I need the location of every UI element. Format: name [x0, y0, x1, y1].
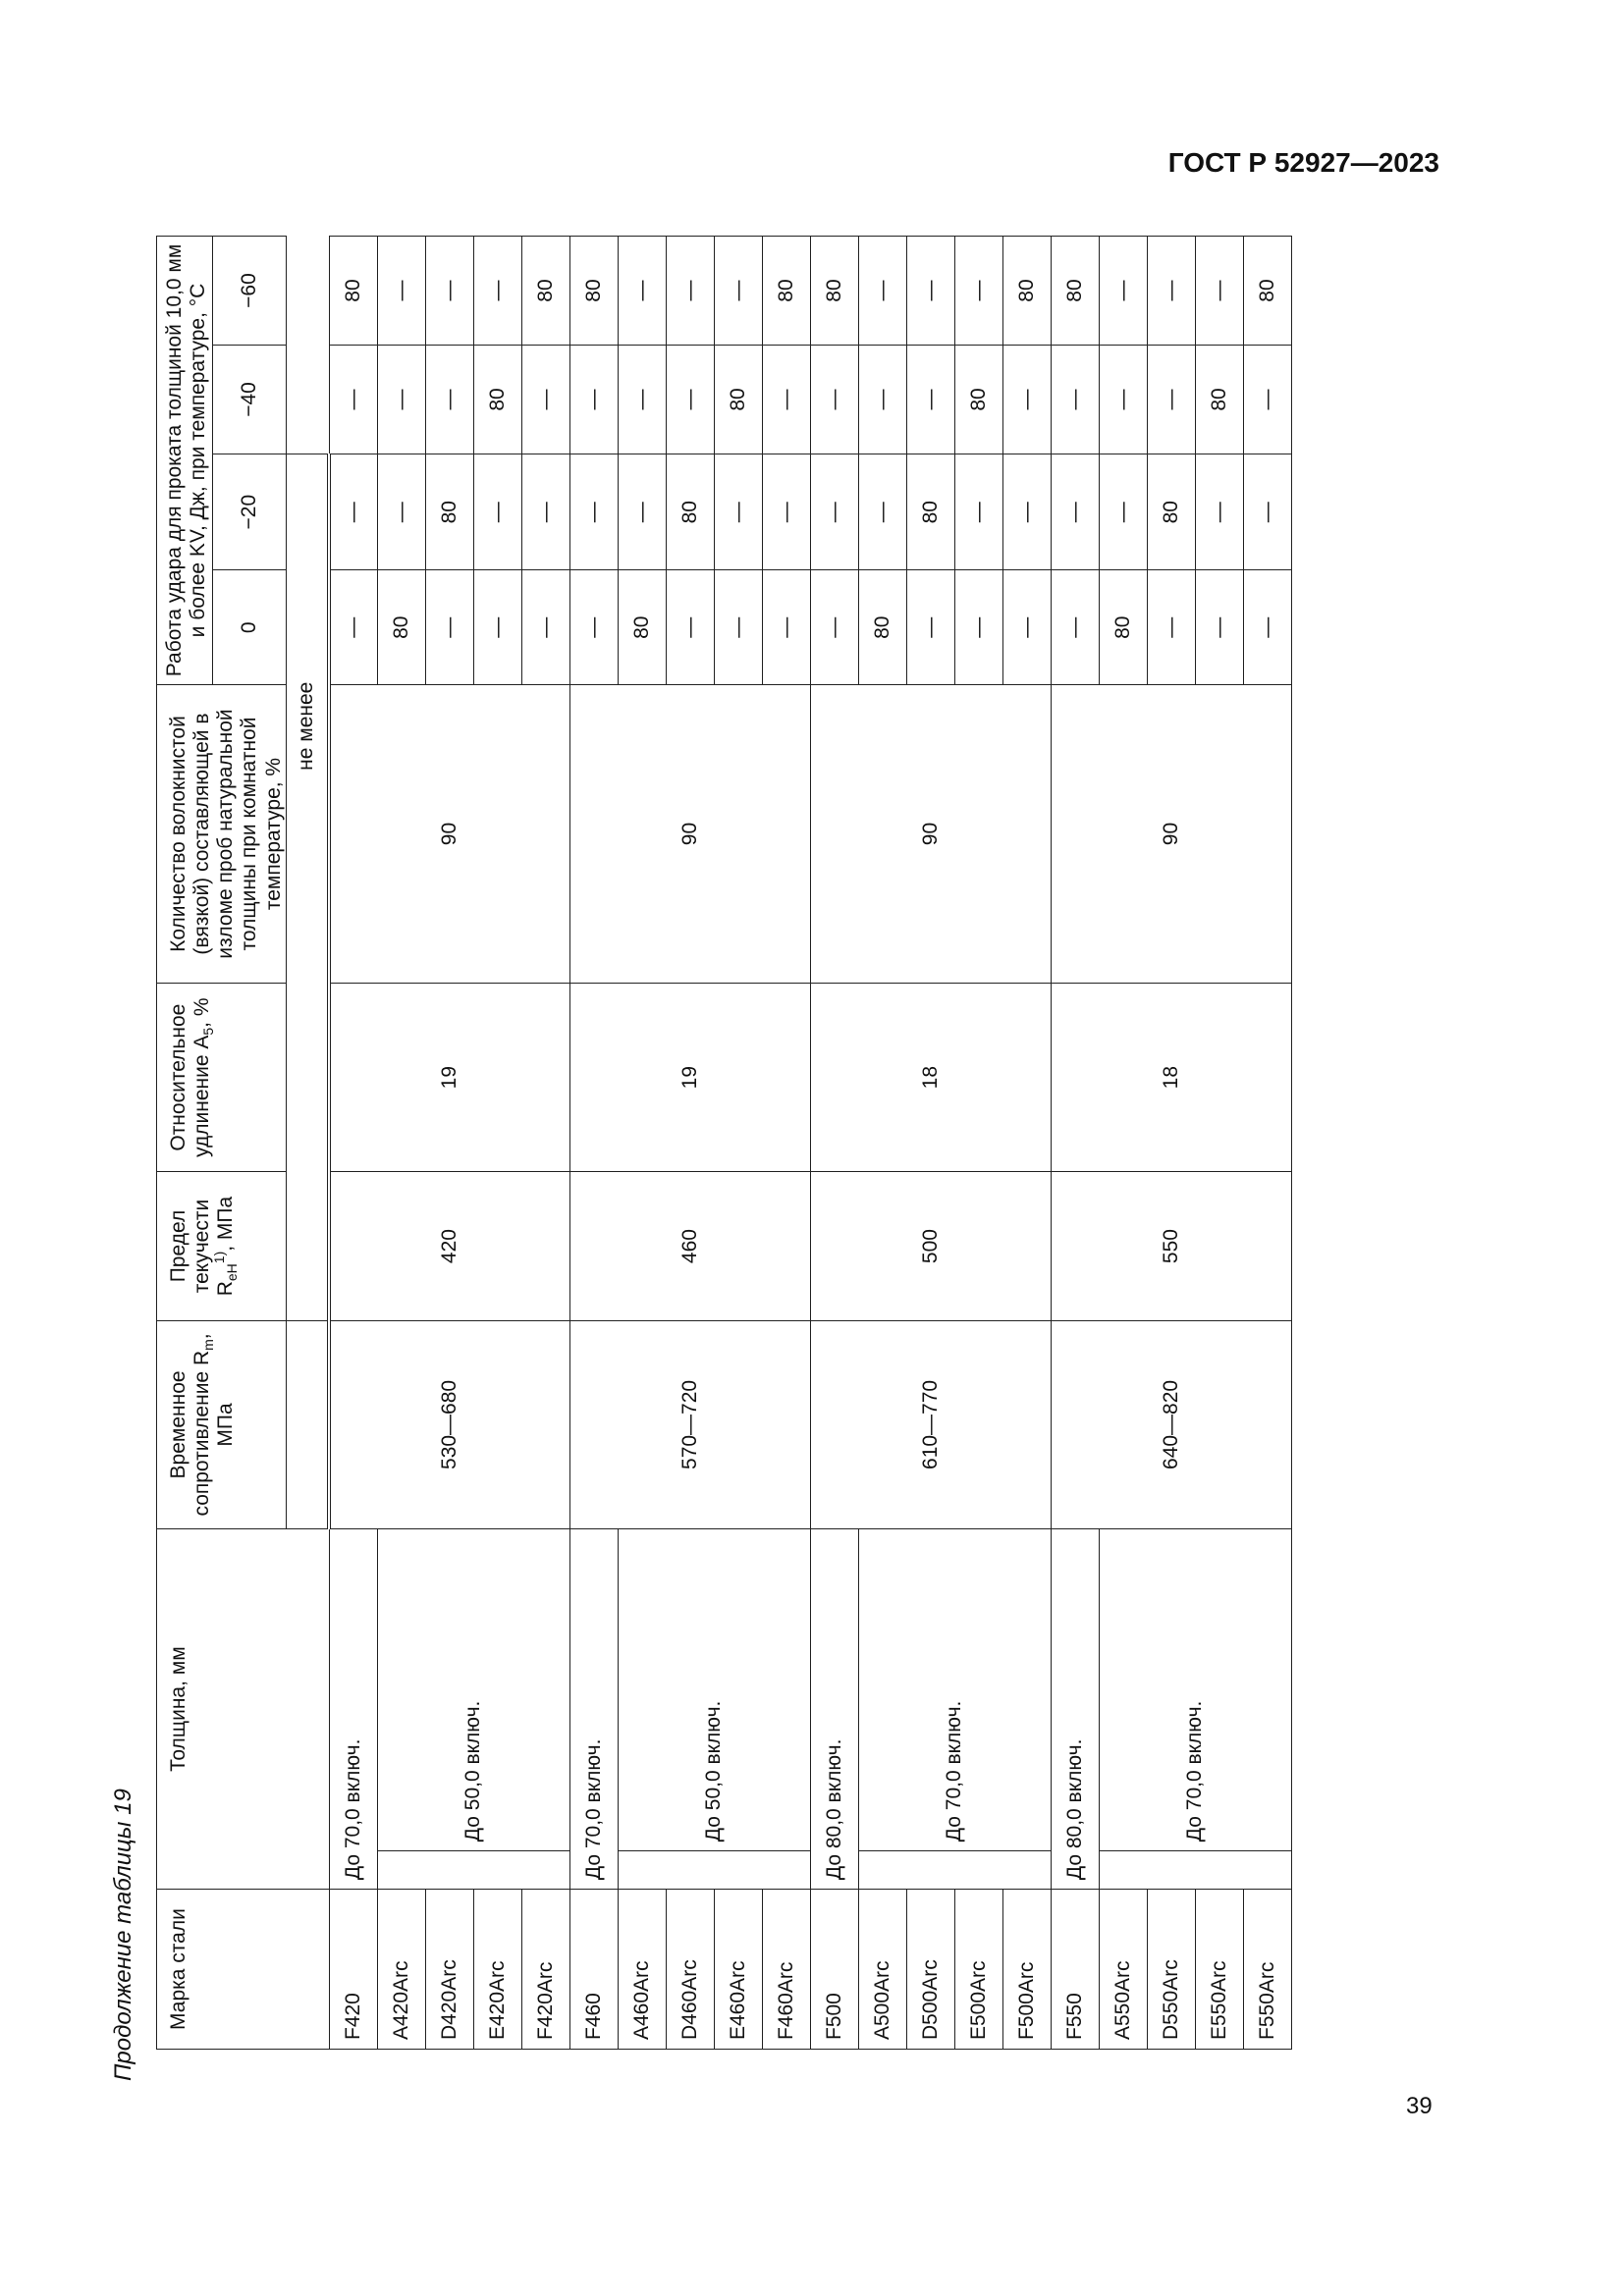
tensile-value: 530—680 [329, 1320, 569, 1528]
impact-value-cell: 80 [473, 346, 521, 454]
impact-value-cell: — [810, 346, 858, 454]
temp-minus60: −60 [213, 237, 287, 346]
col-header-grade: Марка стали [157, 1890, 330, 2050]
impact-value-cell: — [714, 570, 762, 685]
thickness-cell: До 80,0 включ. [1051, 1529, 1099, 1890]
elong-value: 19 [569, 984, 810, 1172]
rotated-table-page [110, 236, 1337, 2081]
thickness-cell: До 70,0 включ. [1099, 1529, 1291, 1851]
impact-value-cell: — [473, 570, 521, 685]
not-less-spacer [286, 1320, 329, 1528]
grade-cell: E550Arc [1195, 1890, 1243, 2050]
grade-cell: A460Arc [618, 1890, 666, 2050]
thickness-cell: До 70,0 включ. [329, 1529, 377, 1890]
col-header-impact: Работа удара для проката толщиной 10,0 мм и более KV, Дж, при температуре, °C [157, 237, 213, 685]
impact-value-cell: 80 [1002, 237, 1051, 346]
temp-minus20: −20 [213, 454, 287, 570]
col-header-fibrous: Количество волокнистой (вязкой) составляющей в изломе проб натуральной толщины при комнатной температуре, % [157, 685, 287, 984]
impact-value-cell: — [473, 237, 521, 346]
impact-value-cell: — [666, 570, 714, 685]
impact-value-cell: — [762, 346, 810, 454]
yield-value: 550 [1051, 1172, 1291, 1321]
impact-value-cell: — [1002, 346, 1051, 454]
not-less-label: не менее [286, 454, 329, 1320]
tensile-value: 640—820 [1051, 1320, 1291, 1528]
impact-value-cell: — [906, 237, 954, 346]
impact-value-cell: — [1195, 570, 1243, 685]
impact-value-cell: — [425, 346, 473, 454]
impact-value-cell: — [425, 570, 473, 685]
grade-cell: F500Arc [1002, 1890, 1051, 2050]
impact-value-cell: — [618, 346, 666, 454]
table-row [810, 237, 858, 2050]
impact-value-cell: 80 [1051, 237, 1099, 346]
steel-properties-table [156, 236, 1292, 2050]
impact-value-cell: — [1243, 570, 1291, 685]
impact-value-cell: — [1051, 454, 1099, 570]
impact-value-cell: — [810, 454, 858, 570]
impact-value-cell: 80 [329, 237, 377, 346]
impact-value-cell: 80 [666, 454, 714, 570]
col-header-tensile: Временное сопротивление $R_m$, МПа [157, 1320, 287, 1528]
tensile-value: 570—720 [569, 1320, 810, 1528]
tensile-value: 610—770 [810, 1320, 1051, 1528]
thickness-cell: До 70,0 включ. [858, 1529, 1051, 1851]
grade-cell: A500Arc [858, 1890, 906, 2050]
impact-value-cell: — [377, 237, 425, 346]
fibrous-value: 90 [810, 685, 1051, 984]
thickness-spacer [377, 1851, 569, 1890]
impact-value-cell: — [762, 454, 810, 570]
thickness-cell: До 50,0 включ. [377, 1529, 569, 1851]
impact-value-cell: — [906, 570, 954, 685]
impact-value-cell: — [1243, 346, 1291, 454]
temp-minus40: −40 [213, 346, 287, 454]
yield-value: 420 [329, 1172, 569, 1321]
grade-cell: A550Arc [1099, 1890, 1147, 2050]
impact-value-cell: 80 [521, 237, 569, 346]
impact-value-cell: — [521, 346, 569, 454]
impact-value-cell: 80 [425, 454, 473, 570]
impact-value-cell: — [1147, 346, 1195, 454]
impact-value-cell: — [569, 454, 618, 570]
impact-value-cell: — [1147, 570, 1195, 685]
grade-cell: F460Arc [762, 1890, 810, 2050]
col-header-elongation: Относительное удлинение $A_5$, % [157, 984, 287, 1172]
impact-value-cell: 80 [810, 237, 858, 346]
thickness-cell: До 50,0 включ. [618, 1529, 810, 1851]
fibrous-value: 90 [329, 685, 569, 984]
impact-value-cell: — [666, 237, 714, 346]
impact-value-cell: — [1099, 346, 1147, 454]
thickness-spacer [858, 1851, 1051, 1890]
impact-value-cell: — [954, 570, 1002, 685]
thickness-cell: До 80,0 включ. [810, 1529, 858, 1890]
impact-value-cell: — [858, 237, 906, 346]
elong-value: 19 [329, 984, 569, 1172]
impact-value-cell: — [1051, 346, 1099, 454]
impact-value-cell: 80 [954, 346, 1002, 454]
grade-cell: A420Arc [377, 1890, 425, 2050]
impact-value-cell: 80 [714, 346, 762, 454]
impact-value-cell: — [569, 570, 618, 685]
standard-code: ГОСТ Р 52927—2023 [1167, 147, 1439, 178]
fibrous-value: 90 [1051, 685, 1291, 984]
impact-value-cell: 80 [1099, 570, 1147, 685]
elong-value: 18 [1051, 984, 1291, 1172]
yield-value: 500 [810, 1172, 1051, 1321]
impact-value-cell: — [329, 454, 377, 570]
impact-value-cell: — [954, 237, 1002, 346]
grade-cell: D550Arc [1147, 1890, 1195, 2050]
grade-cell: F460 [569, 1890, 618, 2050]
impact-value-cell: — [1002, 454, 1051, 570]
impact-value-cell: — [329, 346, 377, 454]
table-row [329, 237, 377, 2050]
impact-value-cell: — [425, 237, 473, 346]
temp-0: 0 [213, 570, 287, 685]
elong-value: 18 [810, 984, 1051, 1172]
impact-value-cell: — [714, 454, 762, 570]
impact-value-cell: 80 [858, 570, 906, 685]
impact-value-cell: — [1051, 570, 1099, 685]
impact-value-cell: — [1195, 454, 1243, 570]
impact-value-cell: — [858, 454, 906, 570]
table-row [1051, 237, 1099, 2050]
thickness-spacer [618, 1851, 810, 1890]
impact-value-cell: 80 [762, 237, 810, 346]
impact-value-cell: — [810, 570, 858, 685]
impact-value-cell: — [858, 346, 906, 454]
table-body [157, 237, 1292, 2050]
col-header-thickness: Толщина, мм [157, 1529, 330, 1890]
impact-value-cell: 80 [569, 237, 618, 346]
grade-cell: D500Arc [906, 1890, 954, 2050]
impact-value-cell: — [1002, 570, 1051, 685]
impact-value-cell: — [762, 570, 810, 685]
impact-value-cell: 80 [906, 454, 954, 570]
impact-value-cell: 80 [377, 570, 425, 685]
impact-value-cell: 80 [1243, 237, 1291, 346]
fibrous-value: 90 [569, 685, 810, 984]
impact-value-cell: — [618, 237, 666, 346]
grade-cell: E460Arc [714, 1890, 762, 2050]
yield-value: 460 [569, 1172, 810, 1321]
impact-value-cell: — [473, 454, 521, 570]
impact-value-cell: — [714, 237, 762, 346]
impact-value-cell: — [1099, 454, 1147, 570]
thickness-cell: До 70,0 включ. [569, 1529, 618, 1890]
grade-cell: F420 [329, 1890, 377, 2050]
col-header-yield: Предел текучести $R_{eH}^{1)}$, МПа [157, 1172, 287, 1321]
impact-value-cell: — [377, 346, 425, 454]
grade-cell: E500Arc [954, 1890, 1002, 2050]
impact-value-cell: — [1195, 237, 1243, 346]
impact-value-cell: — [521, 454, 569, 570]
grade-cell: E420Arc [473, 1890, 521, 2050]
impact-value-cell: — [521, 570, 569, 685]
impact-value-cell: — [569, 346, 618, 454]
impact-value-cell: — [906, 346, 954, 454]
impact-value-cell: — [1243, 454, 1291, 570]
grade-cell: F420Arc [521, 1890, 569, 2050]
impact-value-cell: — [329, 570, 377, 685]
page-number: 39 [1406, 2093, 1433, 2119]
grade-cell: F550 [1051, 1890, 1099, 2050]
grade-cell: F550Arc [1243, 1890, 1291, 2050]
impact-value-cell: — [377, 454, 425, 570]
impact-value-cell: 80 [1147, 454, 1195, 570]
impact-value-cell: — [1099, 237, 1147, 346]
grade-cell: D420Arc [425, 1890, 473, 2050]
thickness-spacer [1099, 1851, 1291, 1890]
grade-cell: D460Arc [666, 1890, 714, 2050]
impact-value-cell: 80 [618, 570, 666, 685]
table-caption: Продолжение таблицы 19 [110, 1789, 136, 2081]
impact-value-cell: — [666, 346, 714, 454]
impact-value-cell: — [1147, 237, 1195, 346]
impact-value-cell: — [618, 454, 666, 570]
impact-value-cell: 80 [1195, 346, 1243, 454]
grade-cell: F500 [810, 1890, 858, 2050]
table-row [569, 237, 618, 2050]
impact-value-cell: — [954, 454, 1002, 570]
